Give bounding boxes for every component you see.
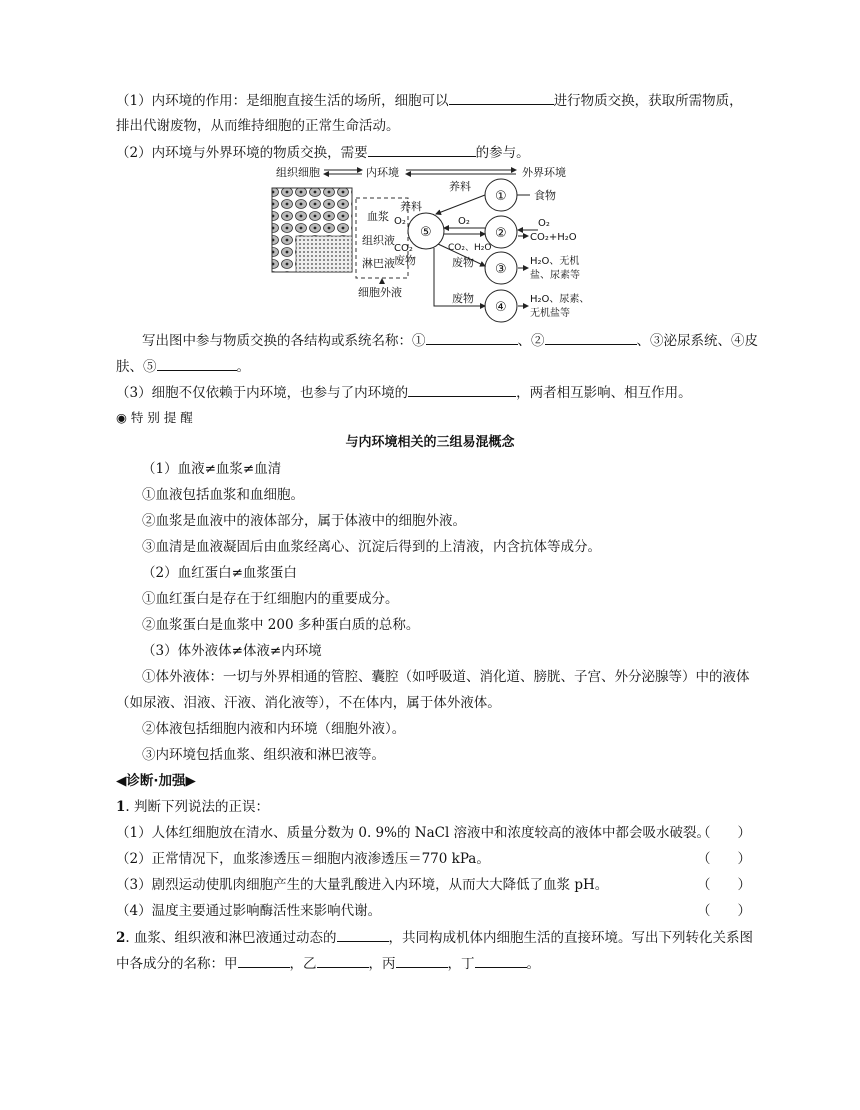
tip-line-9: ①体外液体：一切与外界相通的管腔、囊腔（如呼吸道、消化道、膀胱、子宫、外分泌腺等）中的液体 — [142, 669, 750, 685]
tip-line-2: ①血液包括血浆和血细胞。 — [142, 487, 304, 503]
label-waste-left: 废物 — [394, 254, 416, 267]
tip-line-12: ③内环境包括血浆、组织液和淋巴液等。 — [142, 747, 385, 763]
diag-q2-b: ，共同构成机体内细胞生活的直接环境。写出下列转化关系图 — [388, 930, 753, 946]
tip-line-5: （2）血红蛋白≠血浆蛋白 — [142, 565, 297, 581]
label-co2-h2o-out: CO₂+H₂O — [530, 232, 577, 243]
label-out4b: 无机盐等 — [530, 308, 570, 319]
num-5: ⑤ — [420, 225, 432, 240]
q1-text-b: 进行物质交换，获取所需物质， — [553, 93, 743, 109]
diag-s1-answer[interactable]: （ ） — [697, 825, 751, 841]
diag-q2-blank-yi[interactable] — [317, 953, 369, 968]
tip-line-7: ②血浆蛋白是血浆中 200 多种蛋白质的总称。 — [142, 617, 420, 633]
tip-line-4: ③血清是血液凝固后由血浆经离心、沉淀后得到的上清液，内含抗体等成分。 — [142, 539, 601, 555]
diag-q2-f: ，丁 — [447, 956, 475, 972]
num-1: ① — [495, 189, 507, 204]
q1-line-2: 排出代谢废物，从而维持细胞的正常生命活动。 — [116, 118, 400, 134]
q1-line-1 — [116, 90, 743, 111]
diag-q2-line-2 — [116, 953, 540, 974]
tip-title: 与内环境相关的三组易混概念 — [345, 435, 515, 450]
diag-q2-blank-ding[interactable] — [475, 953, 527, 968]
diag-q1-text: . 判断下列说法的正误： — [125, 799, 269, 815]
diag-header: ◀诊断·加强▶ — [116, 773, 196, 789]
diag-q2-line-1 — [116, 927, 753, 948]
label-inner-env: 内环境 — [366, 166, 399, 179]
fill-text-a: 写出图中参与物质交换的各结构或系统名称：① — [142, 333, 426, 349]
label-ecf: 细胞外液 — [358, 286, 402, 299]
diag-q1 — [116, 797, 269, 817]
num-3: ③ — [495, 262, 507, 277]
tip-line-6: ①血红蛋白是存在于红细胞内的重要成分。 — [142, 591, 399, 607]
label-out3b: 盐、尿素等 — [530, 270, 580, 281]
num-4: ④ — [495, 300, 507, 315]
label-tissue-cell: 组织细胞 — [276, 166, 320, 179]
label-nutrient-left: 养料 — [400, 200, 422, 213]
fill-text-d: 肤、⑤ — [116, 359, 157, 375]
q2-text-a: （2）内环境与外界环境的物质交换，需要 — [116, 145, 368, 161]
label-out3a: H₂O、无机 — [530, 256, 580, 267]
label-plasma: 血浆 — [367, 210, 389, 223]
diag-s3-answer[interactable]: （ ） — [697, 877, 751, 893]
diag-s2: （2）正常情况下，血浆渗透压＝细胞内液渗透压＝770 kPa。 — [116, 851, 490, 867]
fill-line-2 — [116, 356, 250, 377]
label-co2-h2o: CO₂、H₂O — [448, 243, 492, 253]
fill-text-b: 、② — [517, 333, 545, 349]
label-o2-right: O₂ — [538, 218, 550, 229]
diag-q2-blank-dynamic[interactable] — [337, 927, 389, 942]
fill-blank-2[interactable] — [545, 330, 637, 345]
label-food: 食物 — [534, 189, 556, 202]
diag-q2-c: 中各成分的名称：甲 — [116, 956, 238, 972]
tip-line-1: （1）血液≠血浆≠血清 — [142, 461, 282, 477]
tip-line-11: ②体液包括细胞内液和内环境（细胞外液）。 — [142, 721, 406, 737]
q2-blank[interactable] — [368, 142, 476, 157]
tip-line-10: （如尿液、泪液、汗液、消化液等），不在体内，属于体外液体。 — [116, 695, 501, 711]
diag-q2-blank-bing[interactable] — [396, 953, 448, 968]
material-exchange-diagram — [266, 162, 606, 332]
diag-q2-blank-jia[interactable] — [238, 953, 290, 968]
q3-blank[interactable] — [408, 382, 516, 397]
tip-line-8: （3）体外液体≠体液≠内环境 — [142, 643, 322, 659]
label-waste-3: 废物 — [452, 256, 474, 269]
diag-s4-answer[interactable]: （ ） — [697, 903, 751, 919]
arrow-1-5 — [436, 195, 485, 214]
num-2: ② — [495, 226, 507, 241]
label-outer-env: 外界环境 — [522, 166, 566, 179]
label-out4a: H₂O、尿素、 — [530, 294, 590, 305]
q3-text-a: （3）细胞不仅依赖于内环境，也参与了内环境的 — [116, 385, 409, 401]
diag-q2-e: ，丙 — [368, 956, 396, 972]
fill-blank-1[interactable] — [426, 330, 518, 345]
label-waste-4: 废物 — [452, 292, 474, 305]
label-tissue-fluid: 组织液 — [362, 234, 395, 247]
q3-text-b: ，两者相互影响、相互作用。 — [516, 385, 692, 401]
q1-text-a: （1）内环境的作用：是细胞直接生活的场所，细胞可以 — [116, 93, 449, 109]
tip-line-3: ②血浆是血液中的液体部分，属于体液中的细胞外液。 — [142, 513, 466, 529]
label-nutrient-top: 养料 — [449, 180, 471, 193]
diag-q2-g: 。 — [526, 956, 540, 972]
diag-s1: （1）人体红细胞放在清水、质量分数为 0. 9%的 NaCl 溶液中和浓度较高的液体中都会吸水破裂。 — [116, 825, 711, 841]
label-co2-left: CO₂ — [394, 243, 413, 254]
diag-s2-answer[interactable]: （ ） — [697, 851, 751, 867]
fill-text-e: 。 — [236, 359, 250, 375]
q3-line — [116, 382, 692, 403]
tissue-stipple — [296, 236, 352, 272]
q2-text-b: 的参与。 — [475, 145, 530, 161]
diag-q2-a: . 血浆、组织液和淋巴液通过动态的 — [125, 930, 337, 946]
label-o2-left: O₂ — [394, 216, 406, 227]
fill-line-1 — [142, 330, 758, 351]
diag-q1-num: 1 — [116, 799, 126, 815]
label-o2-mid: O₂ — [458, 216, 470, 227]
q2-line — [116, 142, 530, 163]
diag-s3: （3）剧烈运动使肌肉细胞产生的大量乳酸进入内环境，从而大大降低了血浆 pH。 — [116, 877, 609, 893]
diag-q2-d: ，乙 — [289, 956, 317, 972]
fill-text-c: 、③泌尿系统、④皮 — [636, 333, 758, 349]
label-lymph: 淋巴液 — [362, 257, 395, 270]
diag-q2-num: 2 — [116, 930, 126, 946]
diag-s4: （4）温度主要通过影响酶活性来影响代谢。 — [116, 903, 382, 919]
fill-blank-5[interactable] — [157, 356, 237, 371]
tip-header: ◉ 特 别 提 醒 — [116, 410, 193, 425]
q1-blank[interactable] — [449, 90, 554, 105]
